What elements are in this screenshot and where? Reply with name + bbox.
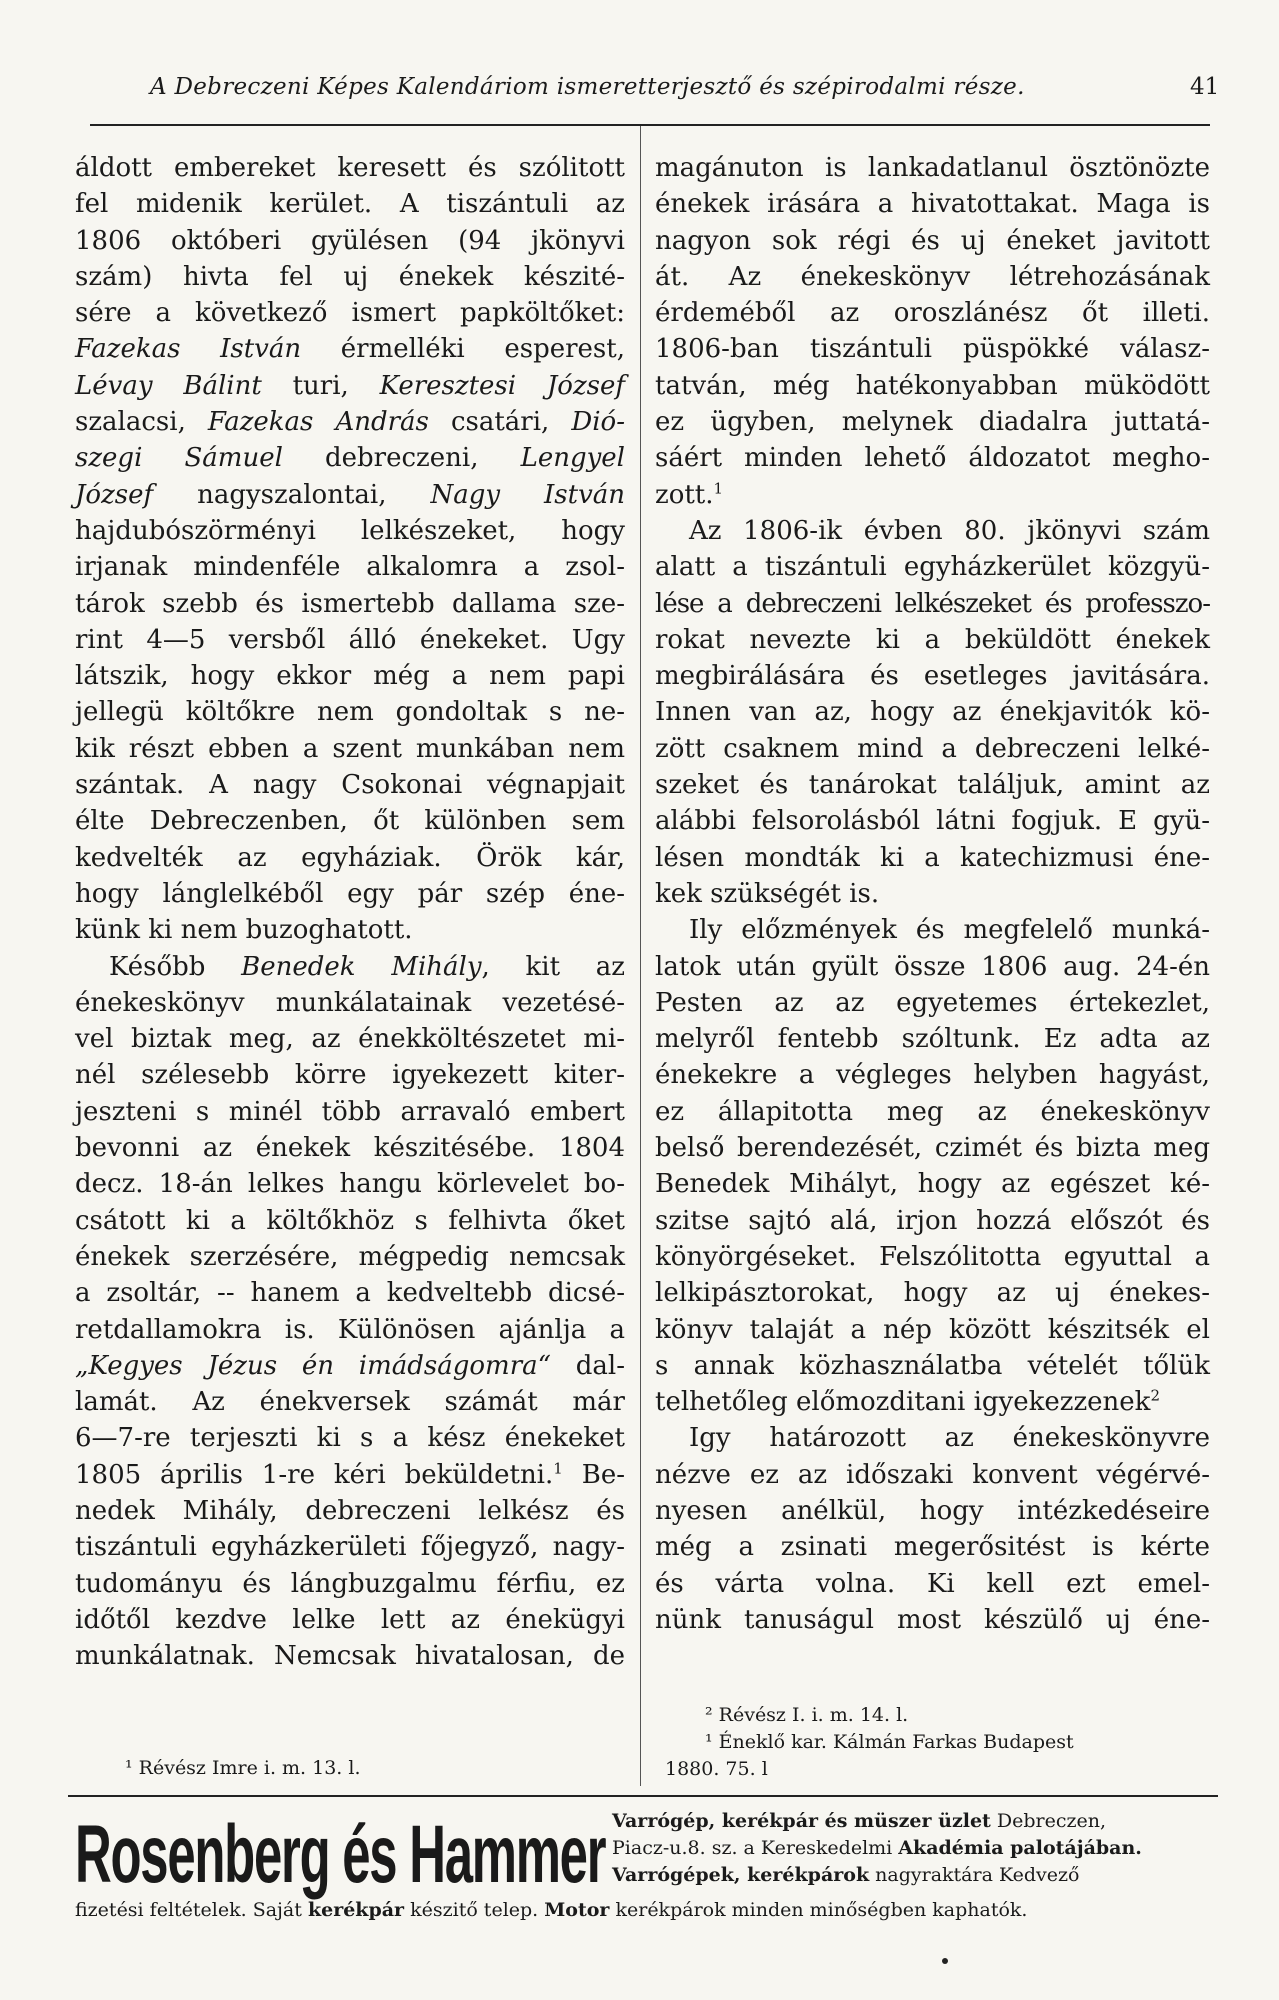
text-line: Pesten az az egyetemes értekezlet, bbox=[655, 987, 1210, 1018]
ad-span: nagyraktára Kedvező bbox=[869, 1864, 1080, 1886]
footnote: ² Révész I. i. m. 14. l. bbox=[705, 1704, 909, 1726]
text-span: telhetőleg előmozditani igyekezzenek bbox=[655, 1387, 1151, 1418]
text-span: csatári, bbox=[428, 407, 572, 438]
text-line: könyv talaját a nép között készitsék el bbox=[655, 1314, 1210, 1345]
ad-line bbox=[612, 1862, 1222, 1889]
text-line bbox=[75, 949, 625, 985]
text-line bbox=[655, 477, 1210, 513]
text-line: át. Az énekeskönyv létrehozásának bbox=[655, 261, 1210, 292]
text-line: lamát. Az énekversek számát már bbox=[75, 1387, 625, 1418]
right-column bbox=[655, 150, 1210, 1638]
text-line: hajdubószörményi lelkészeket, hogy bbox=[75, 515, 625, 546]
text-line: nél szélesebb körre igyekezett kiter- bbox=[75, 1060, 625, 1091]
text-line: énekekre a végleges helyben hagyást, bbox=[655, 1060, 1210, 1091]
text-line: Ily előzmények és megfelelő munká- bbox=[689, 915, 1210, 946]
text-line bbox=[75, 477, 625, 513]
text-line: csátott ki a költőkhöz s felhivta őket bbox=[75, 1205, 625, 1236]
text-line bbox=[75, 404, 625, 440]
text-line: nedek Mihály, debreczeni lelkész és bbox=[75, 1495, 625, 1526]
text-line: nagyon sok régi és uj éneket javitott bbox=[655, 225, 1210, 256]
running-title-text: A Debreczeni Képes Kalendáriom ismeretterjesztő és szépirodalmi része. bbox=[150, 74, 1025, 100]
text-line: munkálatnak. Nemcsak hivatalosan, de bbox=[75, 1641, 625, 1672]
text-line: sére a következő ismert papköltőket: bbox=[75, 298, 625, 329]
ad-span: kerékpárok minden minőségben kaphatók. bbox=[609, 1899, 1028, 1921]
text-line: jeszteni s minél több arravaló embert bbox=[75, 1096, 625, 1127]
text-line: énekek irására a hivatottakat. Maga is bbox=[655, 189, 1210, 220]
text-line bbox=[655, 1384, 1210, 1420]
ad-span: Piacz-u.8. sz. a Kereskedelmi bbox=[612, 1837, 899, 1859]
name-italic: Fazekas András bbox=[207, 407, 429, 438]
text-line: rokat nevezte ki a beküldött énekek bbox=[655, 624, 1210, 655]
footnote: 1880. 75. l bbox=[665, 1758, 768, 1780]
name-italic: Nagy István bbox=[430, 479, 625, 510]
text-line: belső berendezését, czimét és bizta meg bbox=[655, 1133, 1210, 1164]
text-line: kedvelték az egyháziak. Örök kár, bbox=[75, 842, 625, 873]
text-line: 1806-ban tiszántuli püspökké válasz- bbox=[655, 334, 1210, 365]
text-line: ez állapitotta meg az énekeskönyv bbox=[655, 1096, 1210, 1127]
advertisement-rule bbox=[68, 1795, 1218, 1797]
text-line: megbirálására és esetleges javitására. bbox=[655, 661, 1210, 692]
text-line bbox=[75, 331, 625, 367]
text-line: tatván, még hatékonyabban müködött bbox=[655, 370, 1210, 401]
text-line: szitse sajtó alá, irjon hozzá előszót és bbox=[655, 1205, 1210, 1236]
text-line: tudományu és lángbuzgalmu férfiu, ez bbox=[75, 1568, 625, 1599]
name-italic: József bbox=[75, 479, 154, 510]
header-rule bbox=[90, 124, 1210, 126]
text-line: szám) hivta fel uj énekek készité- bbox=[75, 261, 625, 292]
text-line: s annak közhasználatba vételét tőlük bbox=[655, 1350, 1210, 1381]
ad-span: Debreczen, bbox=[990, 1810, 1107, 1832]
text-line: nünk tanuságul most készülő uj éne- bbox=[655, 1604, 1210, 1635]
text-line: decz. 18-án lelkes hangu körlevelet bo- bbox=[75, 1169, 625, 1200]
text-line: 1806 októberi gyülésen (94 jkönyvi bbox=[75, 225, 625, 256]
footnotes-right bbox=[665, 1702, 1210, 1783]
advertisement-text bbox=[612, 1808, 1222, 1889]
name-italic: Benedek Mihály bbox=[241, 951, 482, 982]
text-span: , kit az bbox=[481, 951, 625, 982]
text-line: és várta volna. Ki kell ezt emel- bbox=[655, 1568, 1210, 1599]
text-line: alábbi felsorolásból látni fogjuk. E gyü- bbox=[655, 806, 1210, 837]
ad-bold: Varrógép, kerékpár és müszer üzlet bbox=[612, 1810, 991, 1832]
text-line: érdeméből az oroszlánész őt illeti. bbox=[655, 298, 1210, 329]
ad-line bbox=[612, 1808, 1222, 1835]
text-line: Innen van az, hogy az énekjavitók kö- bbox=[655, 697, 1210, 728]
text-line: irjanak mindenféle alkalomra a zsol- bbox=[75, 552, 625, 583]
ad-bold: Motor bbox=[544, 1899, 610, 1921]
text-line: ez ügyben, melynek diadalra juttatá- bbox=[655, 407, 1210, 438]
text-line: zött csaknem mind a debreczeni lelké- bbox=[655, 733, 1210, 764]
text-span: Később bbox=[109, 951, 242, 982]
text-line: nézve ez az időszaki konvent végérvé- bbox=[655, 1459, 1210, 1490]
ad-bold: Akadémia palotájában. bbox=[898, 1837, 1142, 1859]
text-line: nyesen anélkül, hogy intézkedéseire bbox=[655, 1495, 1210, 1526]
text-span: 1805 április 1-re kéri beküldetni. bbox=[75, 1459, 554, 1490]
text-span: szalacsi, bbox=[75, 407, 208, 438]
page-number: 41 bbox=[1190, 74, 1220, 100]
text-line: magánuton is lankadatlanul ösztönözte bbox=[655, 153, 1210, 183]
advertisement-bottom-line bbox=[75, 1897, 1220, 1924]
text-span: debreczeni, bbox=[282, 443, 521, 474]
ad-bold: Varrógépek, kerékpárok bbox=[612, 1864, 870, 1886]
text-line bbox=[75, 368, 625, 404]
text-line: Benedek Mihályt, hogy az egészet ké- bbox=[655, 1169, 1210, 1200]
hymn-title-italic: „Kegyes Jézus én imádságomra“ bbox=[75, 1350, 551, 1381]
name-italic: szegi Sámuel bbox=[75, 443, 283, 474]
text-span: turi, bbox=[261, 370, 380, 401]
running-title bbox=[150, 74, 1210, 100]
text-line: vel biztak meg, az énekköltészetet mi- bbox=[75, 1024, 625, 1055]
text-line: melyről fentebb szóltunk. Ez adta az bbox=[655, 1024, 1210, 1055]
text-span: érmelléki esperest, bbox=[301, 334, 625, 365]
text-line: bevonni az énekek készitésébe. 1804 bbox=[75, 1133, 625, 1164]
text-line: látszik, hogy ekkor még a nem papi bbox=[75, 661, 625, 692]
column-divider bbox=[640, 126, 641, 1786]
text-span: zott. bbox=[655, 479, 714, 510]
text-line: Az 1806-ik évben 80. jkönyvi szám bbox=[689, 515, 1210, 546]
left-column bbox=[75, 150, 625, 1674]
text-line: 6—7-re terjeszti ki s a kész énekeket bbox=[75, 1423, 625, 1454]
text-line bbox=[75, 1457, 625, 1493]
text-span: dal- bbox=[550, 1350, 625, 1381]
name-italic: Fazekas István bbox=[75, 334, 302, 365]
text-span: Be- bbox=[562, 1459, 625, 1490]
ad-span: készitő telep. bbox=[404, 1899, 545, 1921]
text-line: fel midenik kerület. A tiszántuli az bbox=[75, 189, 625, 220]
footnote-left: ¹ Révész Imre i. m. 13. l. bbox=[125, 1757, 361, 1779]
text-line: künk ki nem buzoghatott. bbox=[75, 915, 413, 946]
text-line: kek szükségét is. bbox=[655, 878, 880, 909]
text-line: időtől kezdve lelke lett az énekügyi bbox=[75, 1604, 625, 1635]
text-line: rint 4—5 versből álló énekeket. Ugy bbox=[75, 624, 625, 655]
text-line: latok után gyült össze 1806 aug. 24-én bbox=[655, 951, 1210, 982]
name-italic: Lévay Bálint bbox=[75, 370, 262, 401]
text-line: alatt a tiszántuli egyházkerület közgyü- bbox=[655, 552, 1210, 583]
text-line: áldott embereket keresett és szólitott bbox=[75, 153, 625, 183]
name-italic: Keresztesi József bbox=[379, 370, 626, 401]
ad-line bbox=[612, 1835, 1222, 1862]
text-line: lelkipásztorokat, hogy az uj énekes- bbox=[655, 1278, 1210, 1309]
text-line bbox=[75, 440, 625, 476]
text-line: tárok szebb és ismertebb dallama sze- bbox=[75, 588, 625, 619]
name-italic: Lengyel bbox=[520, 443, 625, 474]
text-line: könyörgéseket. Felszólitotta egyuttal a bbox=[655, 1241, 1210, 1272]
text-line: szántak. A nagy Csokonai végnapjait bbox=[75, 770, 625, 801]
text-line: lésen mondták ki a katechizmusi éne- bbox=[655, 842, 1210, 873]
text-line: kik részt ebben a szent munkában nem bbox=[75, 733, 625, 764]
text-line: sáért minden lehető áldozatot megho- bbox=[655, 443, 1210, 474]
footnote: ¹ Éneklő kar. Kálmán Farkas Budapest bbox=[705, 1731, 1074, 1753]
text-line: Igy határozott az énekeskönyvre bbox=[689, 1423, 1210, 1454]
ad-span: fizetési feltételek. Saját bbox=[75, 1899, 308, 1921]
name-italic: Dió- bbox=[571, 407, 625, 438]
text-line: szeket és tanárokat találjuk, amint az bbox=[655, 770, 1210, 801]
footnote-ref: 1 bbox=[713, 479, 724, 498]
ad-bold: kerékpár bbox=[307, 1899, 405, 1921]
text-line: tiszántuli egyházkerületi főjegyző, nagy- bbox=[75, 1532, 625, 1563]
stray-dot bbox=[942, 1958, 948, 1964]
text-line: énekeskönyv munkálatainak vezetésé- bbox=[75, 987, 625, 1018]
text-line: énekek szerzésére, mégpedig nemcsak bbox=[75, 1241, 625, 1272]
footnote-ref: 1 bbox=[553, 1459, 563, 1478]
footnote-ref: 2 bbox=[1150, 1386, 1160, 1405]
text-line bbox=[75, 1348, 625, 1384]
text-line: jellegü költőkre nem gondoltak s ne- bbox=[75, 697, 625, 728]
text-line: hogy lánglelkéből egy pár szép éne- bbox=[75, 878, 625, 909]
text-line: a zsoltár, -- hanem a kedveltebb dicsé- bbox=[75, 1278, 625, 1309]
text-line: lése a debreczeni lelkészeket és professzo- bbox=[655, 588, 1210, 619]
text-line: még a zsinati megerősitést is kérte bbox=[655, 1532, 1210, 1563]
text-span: nagyszalontai, bbox=[153, 479, 431, 510]
text-line: retdallamokra is. Különösen ajánlja a bbox=[75, 1314, 625, 1345]
advertisement-brand: Rosenberg és Hammer bbox=[75, 1809, 606, 1900]
text-line: élte Debreczenben, őt különben sem bbox=[75, 806, 625, 837]
